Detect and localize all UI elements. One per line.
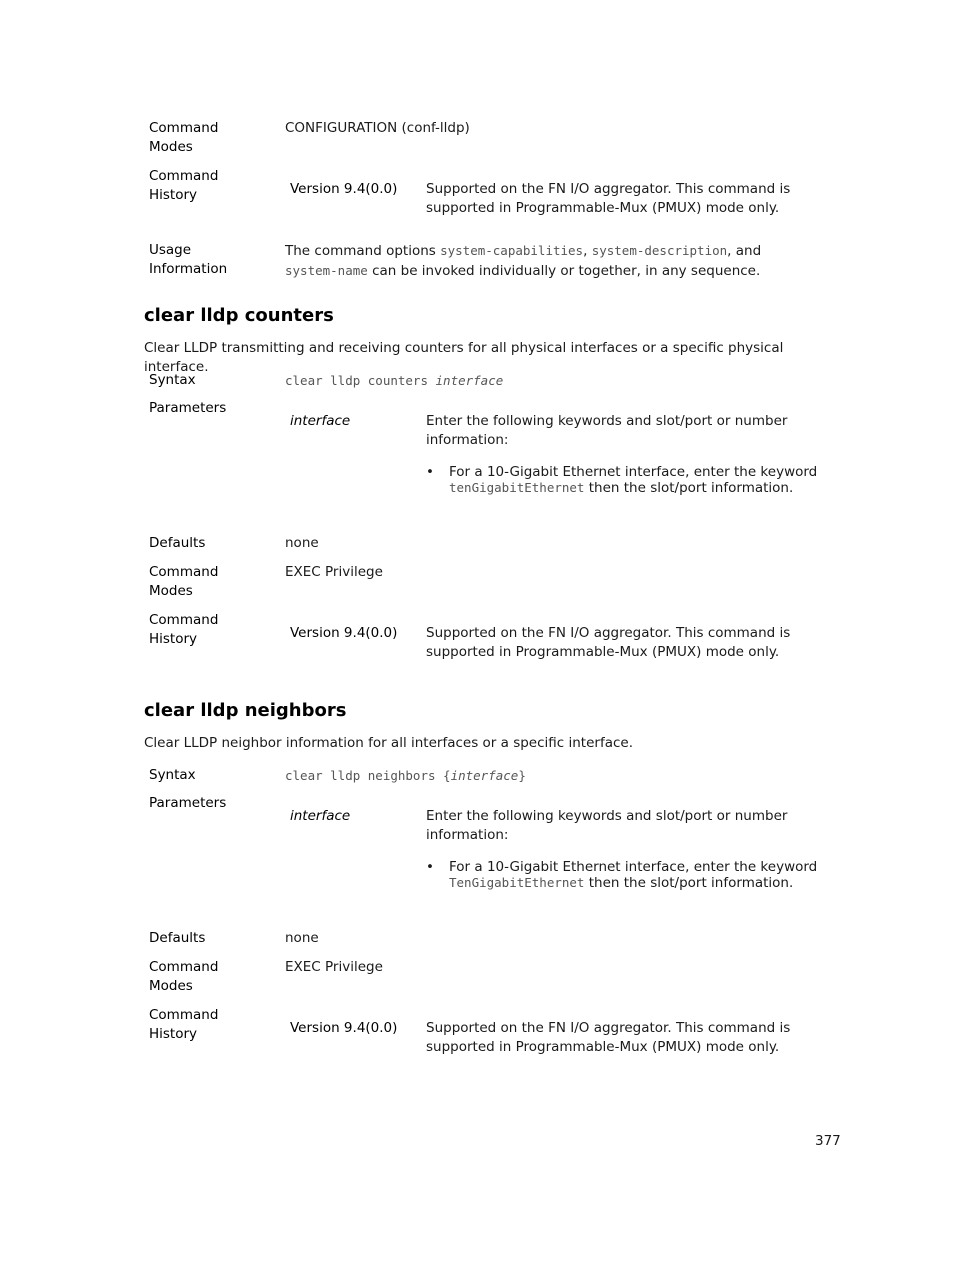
command-history-label: Command History — [149, 1007, 219, 1042]
code-tengigabitethernet: TenGigabitEthernet — [449, 875, 585, 890]
defaults-label: Defaults — [149, 535, 206, 551]
code-system-description: system-description — [591, 243, 728, 258]
command-history-label: Command History — [149, 168, 219, 203]
bullet-text-post: then the slot/port information. — [584, 875, 794, 891]
syntax-command — [285, 372, 503, 389]
history-description: Supported on the FN I/O aggregator. This command is supported in Programmable-Mux (PMUX) mode only. — [426, 181, 791, 216]
syntax-label: Syntax — [149, 372, 196, 388]
bullet-icon: • — [426, 464, 434, 480]
section-description-counters: Clear LLDP transmitting and receiving counters for all physical interfaces or a specific physical interface. — [144, 340, 784, 375]
usage-text: The command options — [285, 243, 441, 259]
command-modes-label: Command Modes — [149, 959, 219, 994]
bullet-text-post: then the slot/port information. — [584, 480, 794, 496]
history-description: Supported on the FN I/O aggregator. This command is supported in Programmable-Mux (PMUX) mode only. — [426, 1020, 791, 1055]
code-tengigabitethernet: tenGigabitEthernet — [449, 480, 585, 495]
section-heading-counters: clear lldp counters — [144, 305, 334, 326]
bullet-text — [449, 859, 839, 891]
defaults-value: none — [285, 535, 319, 551]
bullet-text-pre: For a 10-Gigabit Ethernet interface, enter the keyword — [449, 464, 818, 480]
command-modes-value: EXEC Privilege — [285, 564, 383, 580]
parameter-name: interface — [290, 808, 351, 824]
parameter-description: Enter the following keywords and slot/port or number information: — [426, 808, 788, 843]
usage-information-label: Usage Information — [149, 242, 228, 277]
parameters-label: Parameters — [149, 795, 227, 811]
syntax-argument: interface — [435, 373, 504, 388]
history-version: Version 9.4(0.0) — [290, 1020, 398, 1036]
parameters-label: Parameters — [149, 400, 227, 416]
parameter-name: interface — [290, 413, 351, 429]
usage-text: can be invoked individually or together, in any sequence. — [367, 263, 761, 279]
syntax-text: } — [518, 768, 526, 783]
syntax-text: clear lldp counters — [285, 373, 436, 388]
syntax-command — [285, 767, 526, 784]
history-description: Supported on the FN I/O aggregator. This command is supported in Programmable-Mux (PMUX) mode only. — [426, 625, 791, 660]
history-version: Version 9.4(0.0) — [290, 181, 398, 197]
bullet-text — [449, 464, 839, 496]
bullet-text-pre: For a 10-Gigabit Ethernet interface, enter the keyword — [449, 859, 818, 875]
history-version: Version 9.4(0.0) — [290, 625, 398, 641]
command-modes-label: Command Modes — [149, 120, 219, 155]
defaults-label: Defaults — [149, 930, 206, 946]
section-description-neighbors: Clear LLDP neighbor information for all interfaces or a specific interface. — [144, 735, 633, 751]
syntax-text: clear lldp neighbors { — [285, 768, 451, 783]
page-number: 377 — [815, 1133, 841, 1149]
command-modes-label: Command Modes — [149, 564, 219, 599]
code-system-capabilities: system-capabilities — [440, 243, 584, 258]
command-modes-value: CONFIGURATION (conf-lldp) — [285, 120, 470, 136]
bullet-icon: • — [426, 859, 434, 875]
usage-text: , — [583, 243, 592, 259]
command-modes-value: EXEC Privilege — [285, 959, 383, 975]
syntax-argument: interface — [450, 768, 519, 783]
command-history-label: Command History — [149, 612, 219, 647]
syntax-label: Syntax — [149, 767, 196, 783]
parameter-description: Enter the following keywords and slot/port or number information: — [426, 413, 788, 448]
usage-information-text — [285, 241, 825, 281]
defaults-value: none — [285, 930, 319, 946]
section-heading-neighbors: clear lldp neighbors — [144, 700, 347, 721]
code-system-name: system-name — [285, 263, 368, 278]
usage-text: , and — [727, 243, 762, 259]
